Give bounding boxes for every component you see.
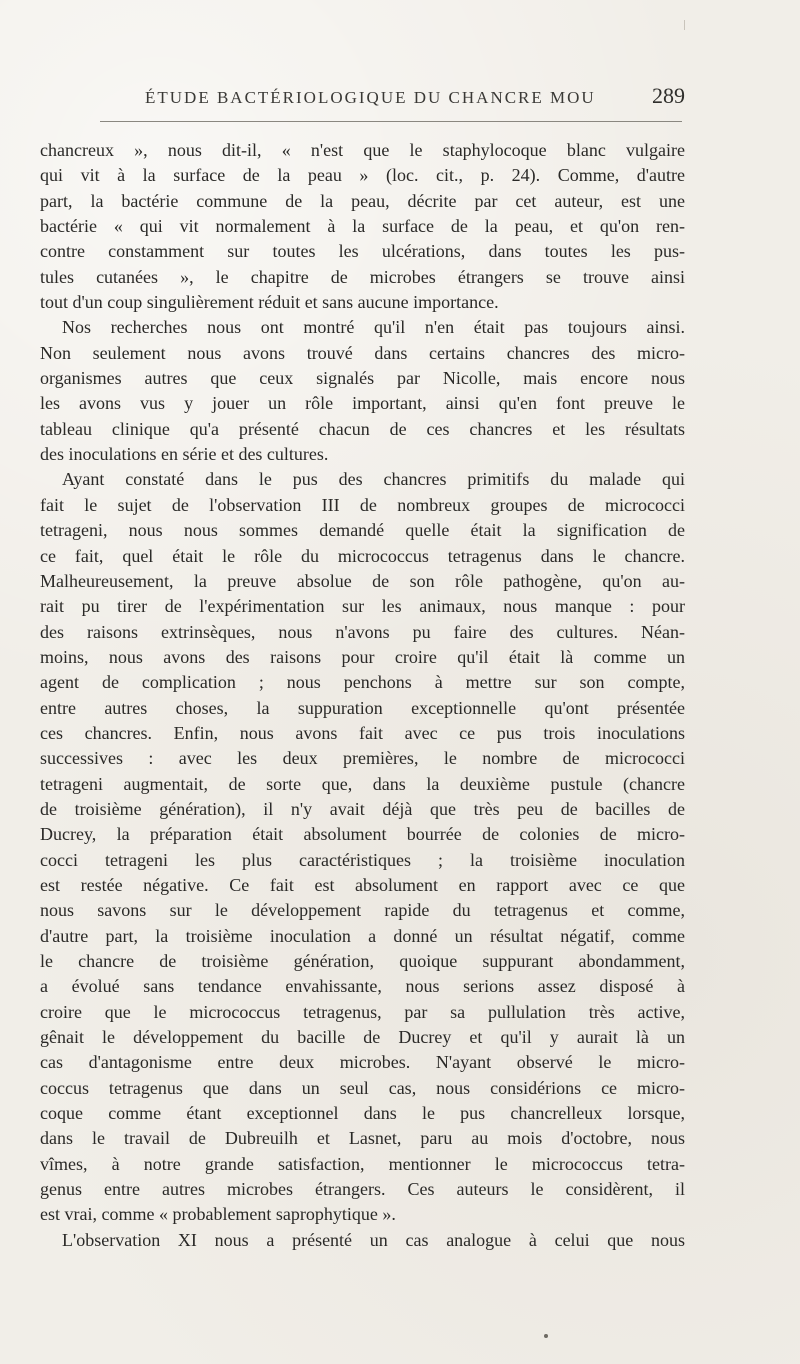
text-line: de troisième génération), il n'y avait déjà que très peu de bacilles de — [40, 798, 685, 819]
page-number: 289 — [652, 83, 685, 108]
text-line: le chancre de troisième génération, quoique suppurant abondamment, — [40, 951, 685, 971]
text-line: coccus tetragenus que dans un seul cas, nous considérions ce micro- — [40, 1077, 685, 1098]
print-speck — [544, 1334, 548, 1338]
text-line: Ducrey, la préparation était absolument bourrée de colonies de micro- — [40, 824, 685, 845]
text-line: croire que le micrococcus tetragenus, par sa pullulation très active, — [40, 1001, 685, 1022]
text-line: tableau clinique qu'a présenté chacun de ces chancres et les résultats — [40, 418, 685, 439]
text-line: chancreux », nous dit-il, « n'est que le staphylocoque blanc vulgaire — [40, 140, 685, 160]
text-line: ce fait, quel était le rôle du micrococcus tetragenus dans le chancre. — [40, 545, 685, 566]
text-line: genus entre autres microbes étrangers. Ces auteurs le considèrent, il — [40, 1179, 685, 1200]
text-line: tout d'un coup singulièrement réduit et sans aucune importance. — [40, 292, 499, 313]
text-line: successives : avec les deux premières, le nombre de micrococci — [40, 748, 685, 769]
text-line: des raisons extrinsèques, nous n'avons pu faire des cultures. Néan- — [40, 621, 685, 642]
text-line: Malheureusement, la preuve absolue de son rôle pathogène, qu'on au- — [40, 570, 685, 591]
text-line: bactérie « qui vit normalement à la surface de la peau, et qu'on ren- — [40, 216, 685, 237]
text-line: tetrageni, nous nous sommes demandé quelle était la signification de — [40, 520, 685, 541]
text-line: tules cutanées », le chapitre de microbes étrangers se trouve ainsi — [40, 266, 685, 287]
text-line: part, la bactérie commune de la peau, décrite par cet auteur, est une — [40, 190, 685, 211]
text-line: organismes autres que ceux signalés par Nicolle, mais encore nous — [40, 368, 685, 389]
text-line: ces chancres. Enfin, nous avons fait avec ce pus trois inoculations — [40, 722, 685, 743]
text-line: Nos recherches nous ont montré qu'il n'en était pas toujours ainsi. — [62, 317, 685, 338]
text-line: L'observation XI nous a présenté un cas analogue à celui que nous — [62, 1229, 685, 1250]
header-rule — [100, 121, 682, 122]
running-header-title: ÉTUDE BACTÉRIOLOGIQUE DU CHANCRE MOU — [145, 88, 596, 107]
text-line: moins, nous avons des raisons pour croire qu'il était là comme un — [40, 646, 685, 667]
text-line: dans le travail de Dubreuilh et Lasnet, paru au mois d'octobre, nous — [40, 1128, 685, 1149]
text-line: contre constamment sur toutes les ulcérations, dans toutes les pus- — [40, 241, 685, 262]
text-line: coque comme étant exceptionnel dans le pus chancrelleux lorsque, — [40, 1103, 685, 1124]
text-line: les avons vus y jouer un rôle important, ainsi qu'en font preuve le — [40, 393, 685, 414]
text-line: qui vit à la surface de la peau » (loc. cit., p. 24). Comme, d'autre — [40, 165, 685, 186]
text-line: des inoculations en série et des cultures. — [40, 444, 329, 465]
text-line: est restée négative. Ce fait est absolument en rapport avec ce que — [40, 874, 685, 895]
body-text — [40, 138, 685, 1253]
text-line: cocci tetrageni les plus caractéristiques ; la troisième inoculation — [40, 849, 685, 870]
text-line: agent de complication ; nous penchons à mettre sur son compte, — [40, 672, 685, 693]
text-line: entre autres choses, la suppuration exceptionnelle qu'ont présentée — [40, 697, 685, 718]
text-line: cas d'antagonisme entre deux microbes. N'ayant observé le micro- — [40, 1052, 685, 1073]
text-line: rait pu tirer de l'expérimentation sur les animaux, nous manque : pour — [40, 596, 685, 617]
text-line: vîmes, à notre grande satisfaction, mentionner le micrococcus tetra- — [40, 1153, 685, 1174]
text-line: nous savons sur le développement rapide du tetragenus et comme, — [40, 900, 685, 921]
running-header — [40, 83, 685, 113]
text-line: gênait le développement du bacille de Ducrey et qu'il y aurait là un — [40, 1027, 685, 1048]
text-line: a évolué sans tendance envahissante, nous serions assez disposé à — [40, 976, 685, 997]
text-line: tetrageni augmentait, de sorte que, dans la deuxième pustule (chancre — [40, 773, 685, 794]
text-line: Non seulement nous avons trouvé dans certains chancres des micro- — [40, 342, 685, 363]
paper-mark — [684, 20, 685, 30]
text-line: est vrai, comme « probablement saprophytique ». — [40, 1204, 396, 1225]
text-line: Ayant constaté dans le pus des chancres primitifs du malade qui — [62, 469, 685, 490]
text-line: d'autre part, la troisième inoculation a donné un résultat négatif, comme — [40, 925, 685, 946]
text-line: fait le sujet de l'observation III de nombreux groupes de micrococci — [40, 494, 685, 515]
